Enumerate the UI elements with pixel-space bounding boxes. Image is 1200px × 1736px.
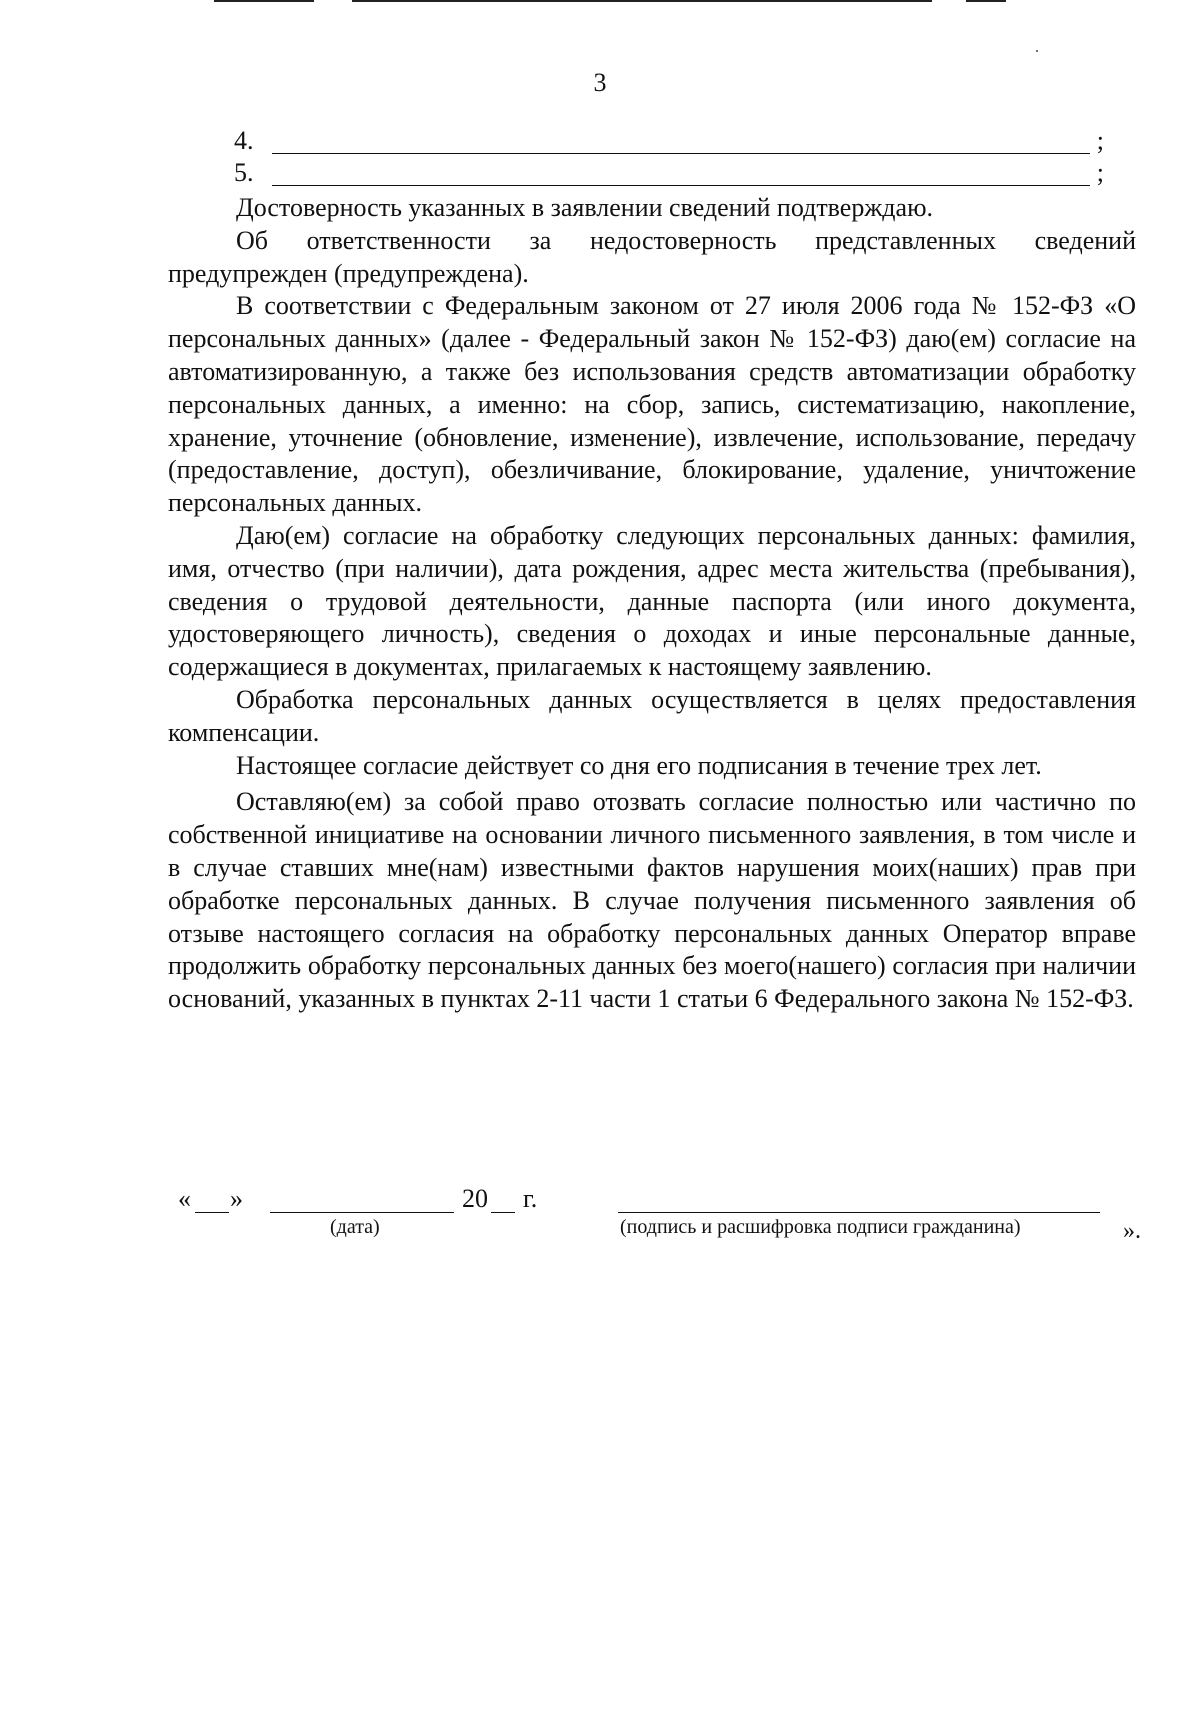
scan-speck: [1036, 50, 1038, 52]
top-scan-line: [352, 0, 932, 2]
paragraph: Достоверность указанных в заявлении сведений подтверждаю.: [236, 193, 933, 222]
paragraph: Об ответственности за недостоверность представленных сведений предупрежден (предупреждена).: [168, 225, 1136, 288]
list-item-number: 4.: [234, 126, 254, 155]
closing-quote: ».: [1123, 1218, 1141, 1244]
paragraph: Оставляю(ем) за собой право отозвать согласие полностью или частично по собственной инициативе на основании личного письменного заявления, в том числе и в случае ставших мне(нам) известными фактов нарушения моих(наших) прав при обработке персональных данных. В случае получения письменного заявления об отзыве настоящего согласия на обработку персональных данных Оператор вправе продолжить обработку персональных данных без моего(нашего) согласия при наличии оснований, указанных в пунктах 2-11 части 1 статьи 6 Федерального закона № 152-ФЗ.: [168, 787, 1136, 1014]
list-item: [234, 126, 1104, 158]
day-blank-line: [195, 1186, 229, 1213]
document-body: [168, 192, 1136, 1016]
top-scan-line: [214, 0, 314, 2]
paragraph: В соответствии с Федеральным законом от 27 июля 2006 года № 152-ФЗ «О персональных данных» (далее - Федеральный закон № 152-ФЗ) даю(ем) согласие на автоматизированную, а также без использования средств автоматизации обработку персональных данных, а именно: на сбор, запись, систематизацию, накопление, хранение, уточнение (обновление, изменение), извлечение, использование, передачу (предоставление, доступ), обезличивание, блокирование, удаление, уничтожение персональных данных.: [168, 291, 1136, 518]
list-item: [234, 158, 1104, 190]
signature-caption: (подпись и расшифровка подписи гражданина): [620, 1216, 1021, 1238]
signature-line: [618, 1186, 1100, 1213]
date-caption: (дата): [330, 1216, 380, 1238]
paragraph: Настоящее согласие действует со дня его подписания в течение трех лет.: [236, 750, 1042, 780]
month-blank-line: [270, 1186, 454, 1213]
fill-in-line: [272, 153, 1090, 154]
year-blank-line: [491, 1186, 515, 1213]
list-item-end: ;: [1096, 126, 1104, 155]
paragraph: Даю(ем) согласие на обработку следующих персональных данных: фамилия, имя, отчество (при наличии), дата рождения, адрес места жительства (пребывания), сведения о трудовой деятельности, данные паспорта (или иного документа, удостоверяющего личность), сведения о доходах и иные персональные данные, содержащиеся в документах, прилагаемых к настоящему заявлению.: [168, 520, 1136, 682]
page-number: 3: [593, 68, 607, 97]
paragraph: Обработка персональных данных осуществляется в целях предоставления компенсации.: [168, 684, 1136, 747]
year-prefix: 20: [462, 1184, 488, 1213]
fill-in-line: [272, 185, 1090, 186]
date-quote-open: «: [178, 1184, 191, 1213]
date-quote-close: »: [230, 1184, 243, 1213]
list-item-end: ;: [1096, 158, 1104, 187]
top-scan-line: [966, 0, 1006, 2]
list-item-number: 5.: [234, 158, 254, 187]
year-suffix: г.: [523, 1184, 538, 1213]
